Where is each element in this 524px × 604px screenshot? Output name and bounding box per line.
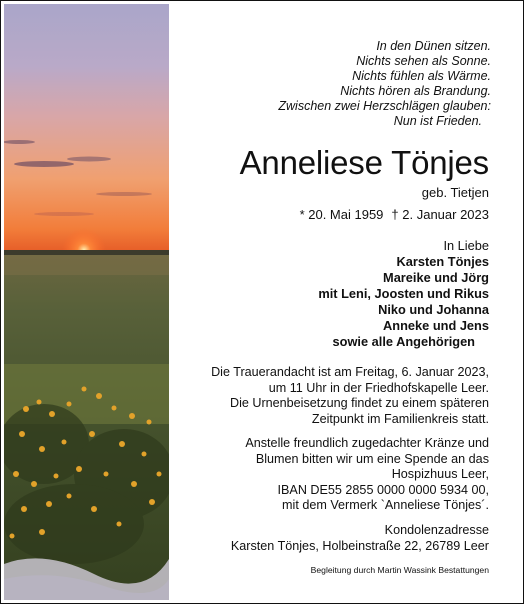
- mourner: sowie alle Angehörigen: [332, 334, 475, 349]
- mourner: Karsten Tönjes: [396, 254, 489, 269]
- condolence-address: [231, 523, 489, 554]
- donation-line: mit dem Vermerk `Anneliese Tönjes´.: [282, 498, 489, 512]
- poem: [278, 39, 491, 129]
- poem-line: Nichts sehen als Sonne.: [356, 54, 491, 68]
- life-dates: [300, 207, 489, 222]
- undertaker-credit: Begleitung durch Martin Wassink Bestattungen: [310, 565, 489, 575]
- service-line: um 11 Uhr in der Friedhofskapelle Leer.: [268, 380, 489, 395]
- service-line: Zeitpunkt im Familienkreis statt.: [311, 411, 489, 426]
- donation-line: Hospizhuus Leer,: [391, 467, 489, 481]
- donation-line: Blumen bitten wir um eine Spende an das: [255, 451, 489, 466]
- poem-line: Nun ist Frieden.: [393, 114, 482, 128]
- sunset-dunes-photo: [4, 4, 169, 600]
- poem-line: Nichts fühlen als Wärme.: [352, 69, 491, 83]
- condolence-heading: Kondolenzadresse: [384, 523, 489, 537]
- service-line: Die Trauerandacht ist am Freitag, 6. Januar 2023,: [211, 365, 489, 379]
- sunset-dunes-image: [4, 4, 169, 600]
- deceased-name: Anneliese Tönjes: [239, 144, 489, 181]
- poem-line: Zwischen zwei Herzschlägen glauben:: [278, 99, 491, 113]
- mourners-intro: In Liebe: [443, 238, 489, 253]
- poem-line: Nichts hören als Brandung.: [340, 84, 491, 98]
- donation-line: IBAN DE55 2855 0000 0000 5934 00,: [277, 482, 489, 497]
- donation-request: [245, 436, 489, 514]
- poem-line: In den Dünen sitzen.: [376, 39, 491, 53]
- service-details: [211, 365, 489, 427]
- condolence-address-line: Karsten Tönjes, Holbeinstraße 22, 26789 Leer: [230, 538, 489, 553]
- mourner: Mareike und Jörg: [383, 270, 489, 285]
- service-line: Die Urnenbeisetzung findet zu einem späteren: [229, 396, 489, 410]
- death-date: † 2. Januar 2023: [391, 207, 489, 222]
- mourners: [318, 238, 489, 350]
- birth-date: * 20. Mai 1959: [299, 207, 384, 222]
- mourner: mit Leni, Joosten und Rikus: [318, 286, 489, 301]
- birth-name: geb. Tietjen: [421, 185, 489, 200]
- mourner: Anneke und Jens: [383, 318, 489, 333]
- donation-line: Anstelle freundlich zugedachter Kränze und: [245, 436, 489, 450]
- mourner: Niko und Johanna: [378, 302, 489, 317]
